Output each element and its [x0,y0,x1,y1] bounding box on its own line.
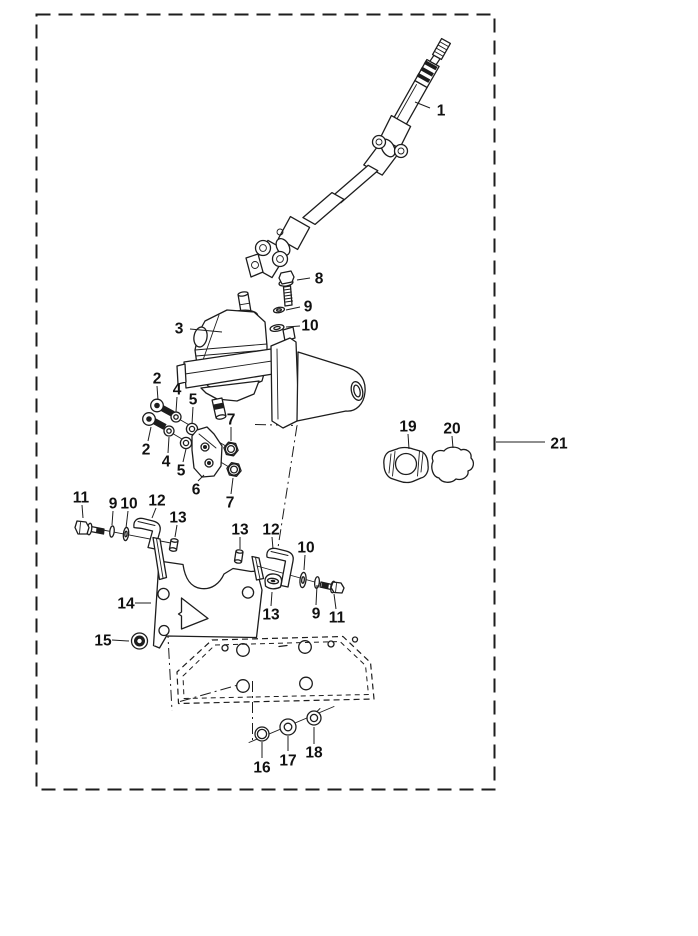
part-callout-7: 7 [226,411,236,429]
skid-plate-inner [183,642,369,699]
leader-line-part-9 [286,307,300,310]
part-callout-19: 19 [399,418,417,436]
leader-line-part-4 [168,437,169,453]
motor-assembly [271,327,365,428]
leader-line-part-5 [183,449,186,462]
splined-tip [433,39,451,60]
part-callout-17: 17 [279,752,297,770]
joint-boss-hole [256,241,271,256]
nut-part-7-a [224,442,238,456]
part-callout-13: 13 [262,606,280,624]
leader-line-part-10 [126,511,128,528]
joint-boss-hole [395,145,408,158]
leader-line-part-15 [112,640,129,641]
bottom-fasteners [249,707,334,743]
leader-line-part-2 [157,386,158,400]
leader-line-part-11 [82,505,83,518]
leader-line-part-8 [297,278,310,280]
bolt-part-11-right [320,581,344,593]
alignment-line-plate-diagonal [180,685,238,702]
dashed-border [37,15,495,790]
part-callout-12: 12 [148,492,166,510]
cover-part-20 [432,447,474,482]
part-callout-14: 14 [117,595,135,613]
part-callout-1: 1 [436,102,446,120]
part-callout-5: 5 [188,391,198,409]
border-rect [37,15,495,790]
leader-line-part-2 [148,427,151,441]
lower-universal-joint [246,217,310,278]
part-callout-3: 3 [174,320,184,338]
part-callout-5: 5 [176,462,186,480]
washer-part-10-left [123,527,130,541]
bolt-part-2-b [143,413,167,430]
part-callout-10: 10 [297,539,315,557]
alignment-line-plate-left [168,627,173,711]
joint-boss-hole [273,252,288,267]
bracket-plate [154,561,263,648]
leader-line-part-10 [286,326,300,327]
part-callout-21: 21 [550,435,568,453]
part-callout-11: 11 [328,609,346,627]
part-callout-16: 16 [253,759,271,777]
bolt-part-8 [279,271,294,306]
nut-part-15 [132,633,148,649]
part-callout-9: 9 [311,605,321,623]
washer-part-17 [280,719,296,735]
mid-shaft-lower [303,193,344,225]
leader-line-part-11 [334,594,336,609]
part-callout-10: 10 [120,495,138,513]
part-callout-15: 15 [94,632,112,650]
bracket-part-14 [153,538,264,649]
clamp-part-19 [384,448,428,483]
part-callout-13: 13 [169,509,187,527]
part-callout-10: 10 [301,317,319,335]
part-callout-7: 7 [225,494,235,512]
washer-part-4-a [171,412,181,422]
part-callout-6: 6 [191,481,201,499]
leader-line-part-9 [112,511,113,525]
bracket-part-6 [192,427,222,477]
washer-part-10-upper [270,324,285,333]
joint-boss-hole [373,136,386,149]
motor-flange [271,338,299,428]
leader-line-part-4 [176,397,177,412]
washer-part-10-right [299,572,307,588]
leader-line-part-12 [272,537,273,549]
leader-line-part-5 [192,407,193,424]
bolt-part-16 [255,727,269,741]
leader-line-part-13 [271,592,272,606]
part-callout-12: 12 [262,521,280,539]
washer-part-4-b [164,426,174,436]
bolt-head [279,271,294,284]
leader-line-part-13 [175,525,177,537]
part-callout-4: 4 [172,381,182,399]
part-callout-9: 9 [303,298,313,316]
part-callout-2: 2 [141,441,151,459]
bolt-part-11-left [75,521,104,535]
leader-line-part-19 [408,434,409,449]
part-callout-4: 4 [161,453,171,471]
washer-part-9-left [109,526,115,538]
clip-part-13-left [169,538,178,551]
nut-part-18 [307,709,321,726]
leader-line-part-7 [231,478,233,494]
part-callout-20: 20 [443,420,461,438]
washer-part-5-b [180,437,191,448]
part-callout-2: 2 [152,370,162,388]
clamp-bore [396,454,417,475]
steering-shaft-part-1 [246,39,450,278]
part-callout-9: 9 [108,495,118,513]
leader-line-part-12 [152,508,156,518]
part-callout-8: 8 [314,270,324,288]
leader-line-part-20 [452,436,453,448]
part-callout-11: 11 [72,489,90,507]
cap-part-13-right-bottom [265,574,282,589]
part-callout-13: 13 [231,521,249,539]
bolt-part-2-a [151,399,175,417]
leader-line-part-10 [304,555,305,570]
nut-part-7-b [227,463,241,477]
clip-part-13-right-top [234,549,243,563]
part-callout-18: 18 [305,744,323,762]
washer-part-9-upper [273,306,285,313]
